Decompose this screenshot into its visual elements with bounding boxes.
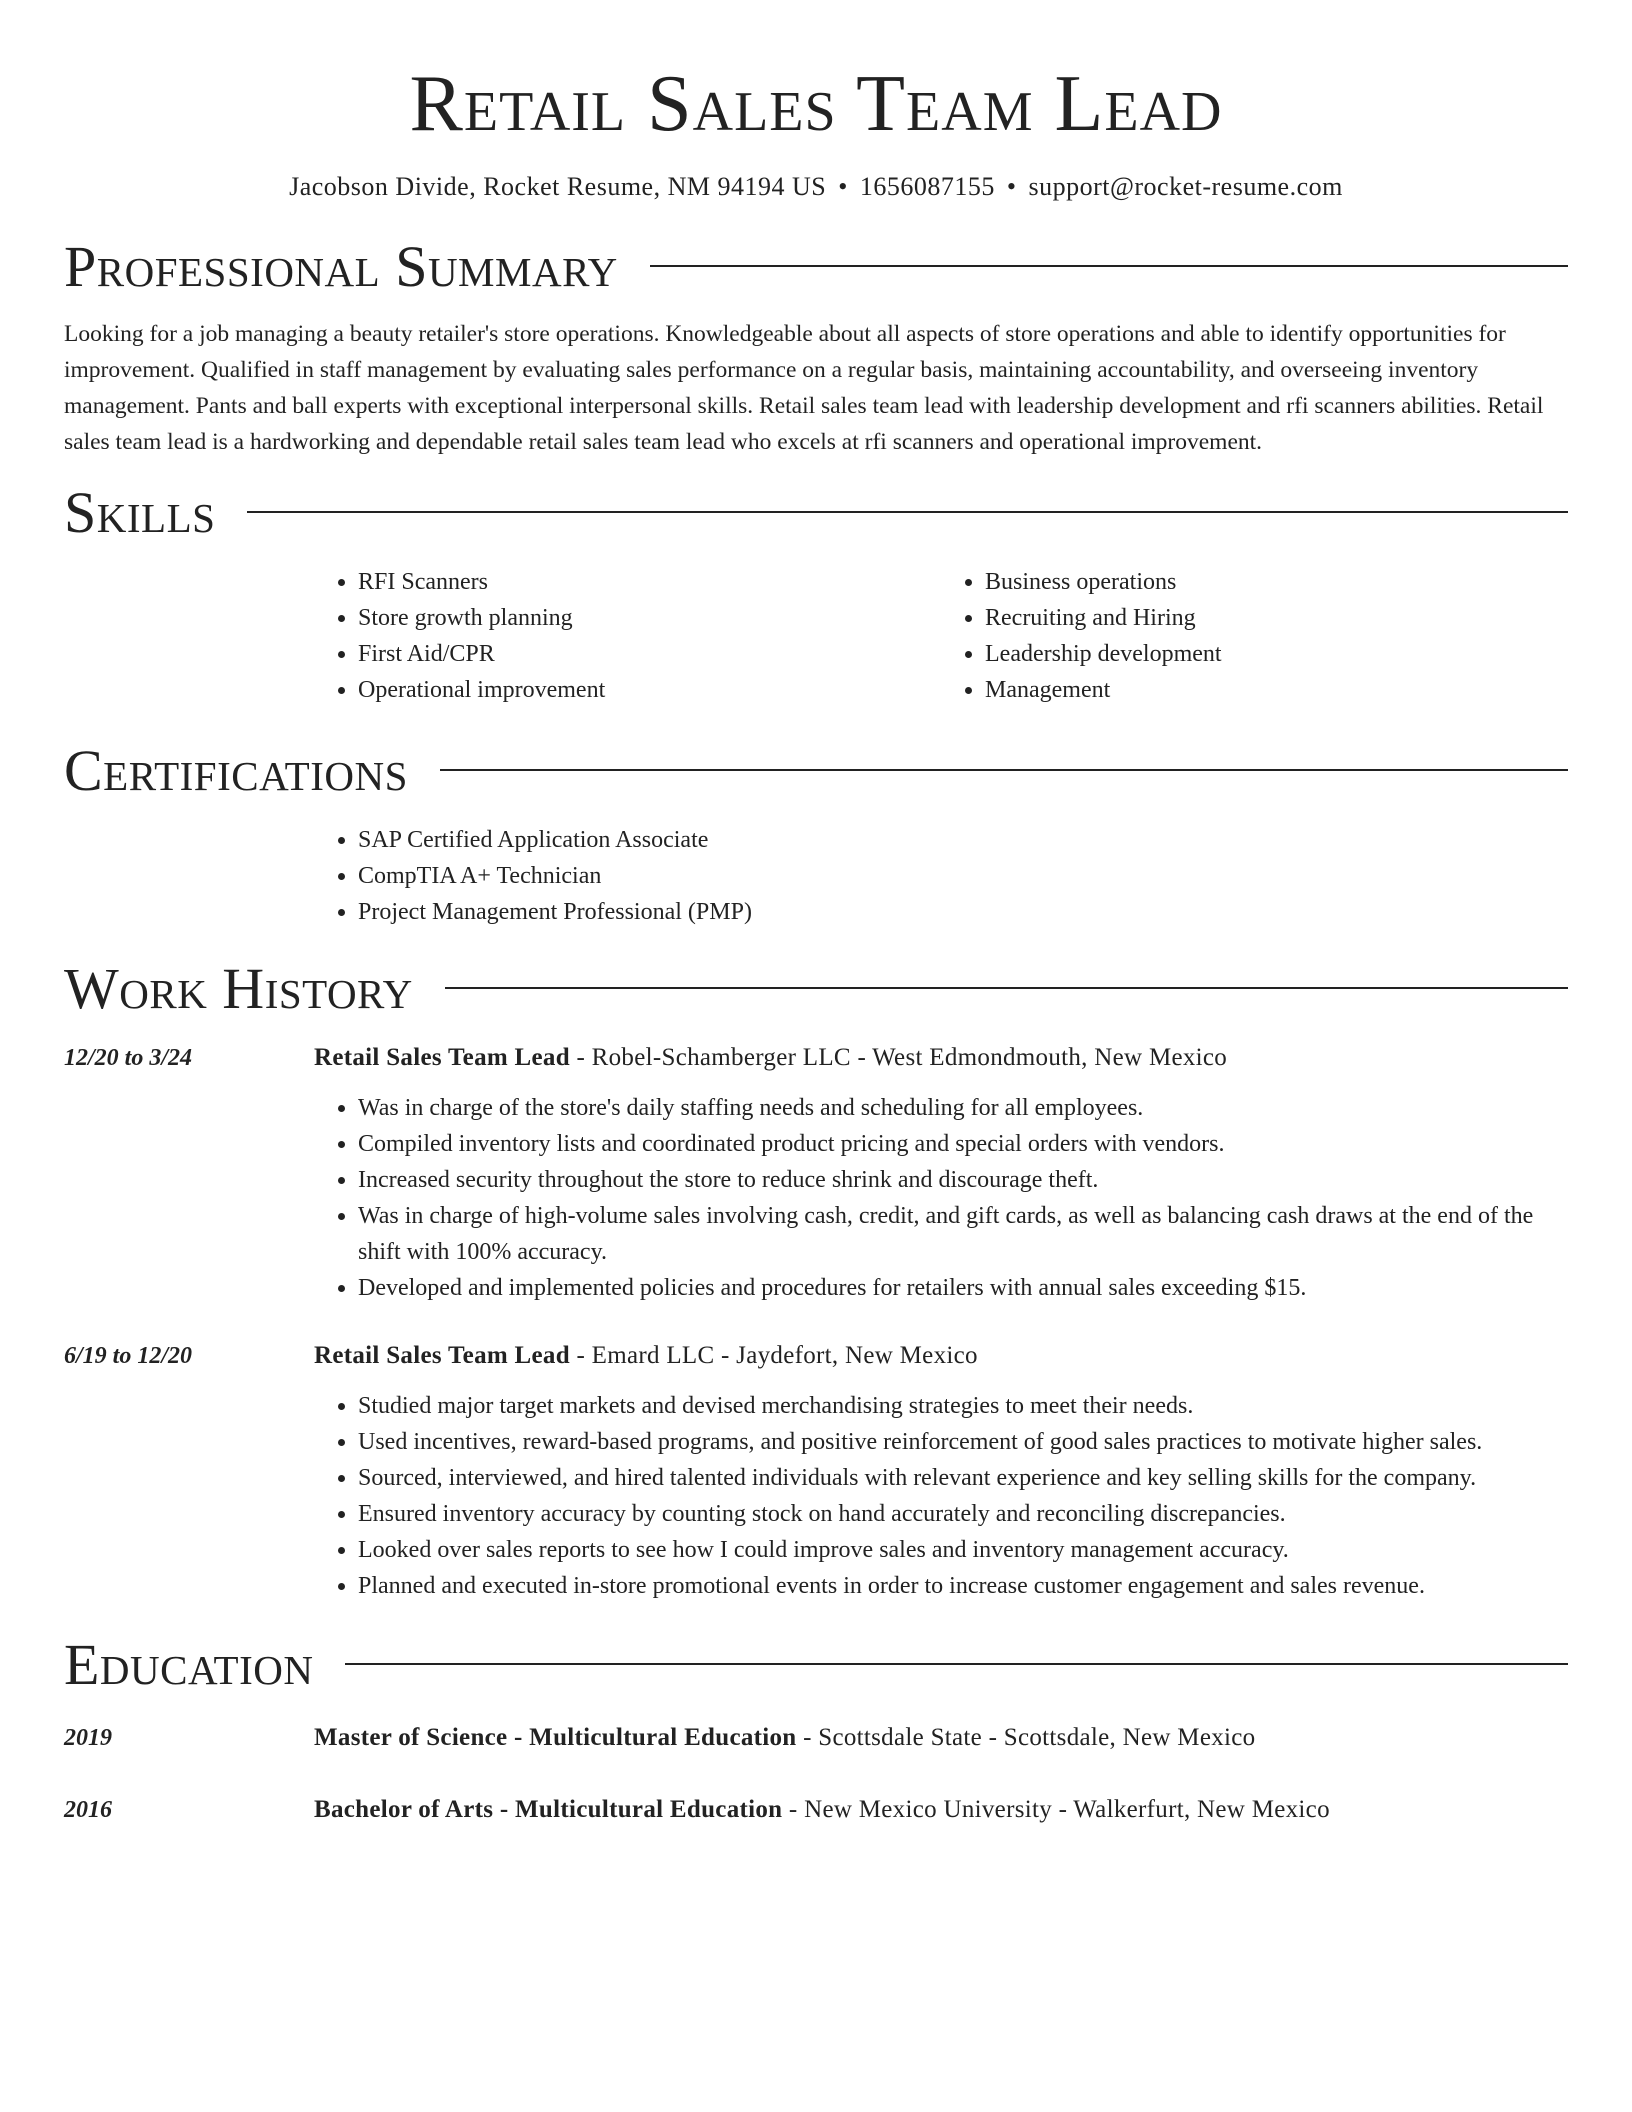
certifications-heading: Certifications	[64, 738, 408, 803]
education-year: 2019	[64, 1725, 112, 1751]
education-heading-line	[314, 1720, 1568, 1756]
skills-heading: Skills	[64, 480, 216, 545]
job-title: Retail Sales Team Lead	[314, 1342, 570, 1369]
work-heading: Work History	[64, 956, 413, 1021]
job-entry	[64, 1040, 1568, 1306]
job-body	[314, 1040, 1568, 1306]
section-divider	[247, 511, 1568, 513]
section-divider	[445, 987, 1568, 989]
skill-item: • Operational improvement	[358, 672, 941, 708]
contact-email: support@rocket-resume.com	[1028, 172, 1343, 201]
skill-item: • RFI Scanners	[358, 564, 941, 600]
contact-phone: 1656087155	[859, 172, 995, 201]
certifications-section-header	[64, 740, 1568, 802]
certification-item: • SAP Certified Application Associate	[358, 822, 1568, 858]
section-divider	[650, 265, 1568, 267]
job-bullets	[314, 1388, 1568, 1604]
education-section-header	[64, 1634, 1568, 1696]
education-year: 2016	[64, 1797, 112, 1823]
education-details: - New Mexico University - Walkerfurt, New Mexico	[782, 1796, 1330, 1823]
job-details: - Emard LLC - Jaydefort, New Mexico	[569, 1342, 978, 1369]
resume-title: Retail Sales Team Lead	[409, 60, 1223, 148]
education-heading: Education	[64, 1632, 314, 1697]
education-heading-line	[314, 1792, 1568, 1828]
resume-page	[64, 0, 1568, 1828]
skill-item: • Business operations	[985, 564, 1568, 600]
job-bullet: • Used incentives, reward-based programs, and positive reinforcement of good sales practices to motivate higher sales.	[358, 1424, 1568, 1460]
skill-item: • First Aid/CPR	[358, 636, 941, 672]
job-bullet: • Increased security throughout the store to reduce shrink and discourage theft.	[358, 1162, 1568, 1198]
education-degree: Master of Science - Multicultural Education	[314, 1724, 797, 1751]
skill-item: • Store growth planning	[358, 600, 941, 636]
certification-item: • CompTIA A+ Technician	[358, 858, 1568, 894]
job-title: Retail Sales Team Lead	[314, 1044, 570, 1071]
contact-address: Jacobson Divide, Rocket Resume, NM 94194 US	[289, 172, 827, 201]
skill-item: • Recruiting and Hiring	[985, 600, 1568, 636]
job-heading	[314, 1338, 1568, 1374]
education-details: - Scottsdale State - Scottsdale, New Mexico	[796, 1724, 1256, 1751]
certifications-block	[314, 822, 1568, 930]
job-bullet: • Sourced, interviewed, and hired talented individuals with relevant experience and key selling skills for the company.	[358, 1460, 1568, 1496]
summary-heading: Professional Summary	[64, 234, 618, 299]
skill-item: • Leadership development	[985, 636, 1568, 672]
education-degree: Bachelor of Arts - Multicultural Education	[314, 1796, 783, 1823]
section-divider	[440, 769, 1568, 771]
job-bullet: • Was in charge of high-volume sales involving cash, credit, and gift cards, as well as balancing cash draws at the end of the shift with 100% accuracy.	[358, 1198, 1568, 1270]
job-bullet: • Planned and executed in-store promotional events in order to increase customer engagement and sales revenue.	[358, 1568, 1568, 1604]
job-dates: 12/20 to 3/24	[64, 1045, 193, 1071]
certifications-list	[314, 822, 1568, 930]
job-heading	[314, 1040, 1568, 1076]
section-divider	[345, 1663, 1568, 1665]
skills-grid	[314, 564, 1568, 708]
job-bullets	[314, 1090, 1568, 1306]
certification-item: • Project Management Professional (PMP)	[358, 894, 1568, 930]
job-entry	[64, 1338, 1568, 1604]
work-section-header	[64, 958, 1568, 1020]
contact-separator: •	[1006, 172, 1017, 201]
education-body	[314, 1792, 1568, 1828]
education-body	[314, 1720, 1568, 1756]
job-details: - Robel-Schamberger LLC - West Edmondmouth, New Mexico	[569, 1044, 1228, 1071]
summary-text: Looking for a job managing a beauty retailer's store operations. Knowledgeable about all aspects of store operations and able to identify opportunities for improvement. Qualified in staff management by evaluating sales performance on a regular basis, maintaining accountability, and overseeing inventory management. Pants and ball experts with exceptional interpersonal skills. Retail sales team lead with leadership development and rfi scanners abilities. Retail sales team lead is a hardworking and dependable retail sales team lead who excels at rfi scanners and operational improvement.	[64, 321, 1544, 455]
contact-separator: •	[838, 172, 848, 201]
summary-section-header	[64, 236, 1568, 298]
job-bullet: • Compiled inventory lists and coordinated product pricing and special orders with vendors.	[358, 1126, 1568, 1162]
job-bullet: • Studied major target markets and devised merchandising strategies to meet their needs.	[358, 1388, 1568, 1424]
job-bullet: • Developed and implemented policies and procedures for retailers with annual sales exceeding $15.	[358, 1270, 1568, 1306]
skills-list-right	[941, 564, 1568, 708]
education-entry	[64, 1792, 1568, 1828]
education-entry	[64, 1720, 1568, 1756]
contact-line	[64, 170, 1568, 204]
job-bullet: • Looked over sales reports to see how I could improve sales and inventory management accuracy.	[358, 1532, 1568, 1568]
skills-section-header	[64, 482, 1568, 544]
skill-item: • Management	[985, 672, 1568, 708]
skills-list-left	[314, 564, 941, 708]
job-bullet: • Was in charge of the store's daily staffing needs and scheduling for all employees.	[358, 1090, 1568, 1126]
job-bullet: • Ensured inventory accuracy by counting stock on hand accurately and reconciling discrepancies.	[358, 1496, 1568, 1532]
job-dates: 6/19 to 12/20	[64, 1343, 193, 1369]
job-body	[314, 1338, 1568, 1604]
